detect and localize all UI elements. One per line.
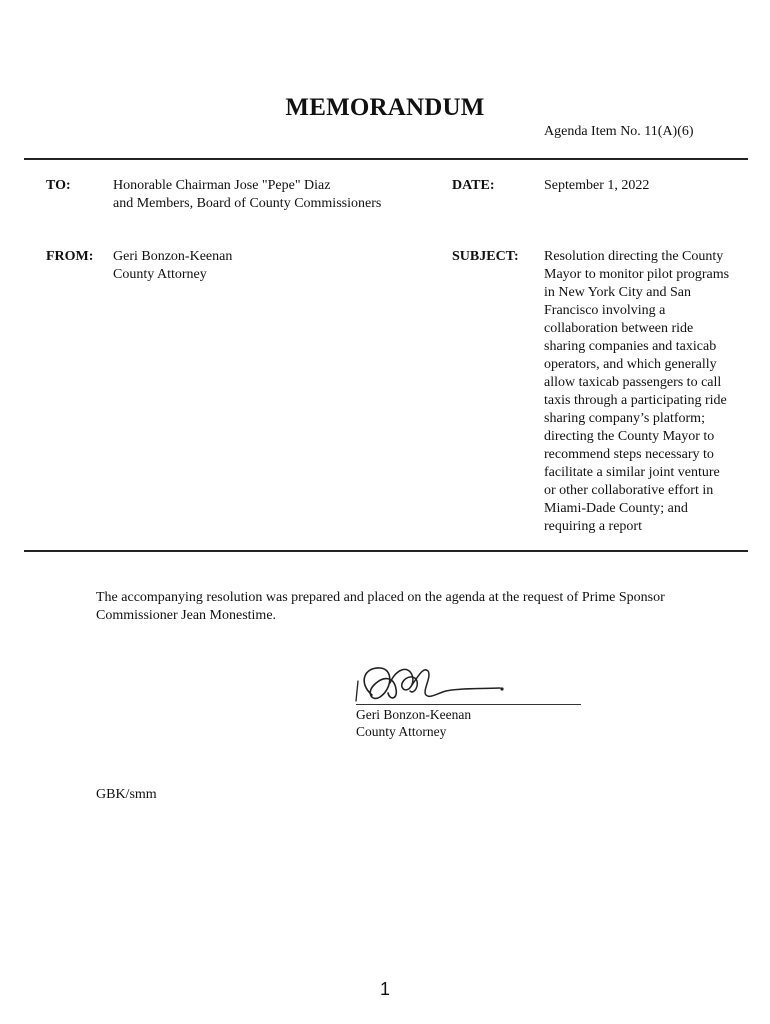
subject-line: sharing company’s platform; (544, 411, 705, 426)
to-label: TO: (46, 178, 71, 193)
signer-title: County Attorney (356, 724, 447, 739)
bottom-divider (24, 550, 748, 552)
subject-value (544, 248, 754, 536)
subject-line: Miami-Dade County; and (544, 501, 688, 516)
to-value (113, 177, 433, 213)
page-number: 1 (379, 979, 390, 999)
subject-line: collaboration between ride (544, 321, 694, 336)
handwritten-signature (350, 655, 585, 710)
subject-line: sharing companies and taxicab (544, 339, 717, 354)
signer-name: Geri Bonzon-Keenan (356, 707, 472, 722)
to-line: and Members, Board of County Commissioners (113, 196, 382, 211)
subject-line: operators, and which generally (544, 357, 717, 372)
memo-title: MEMORANDUM (285, 94, 485, 121)
date-value: September 1, 2022 (544, 178, 650, 193)
date-label: DATE: (452, 178, 495, 193)
body-line: Commissioner Jean Monestime. (96, 608, 277, 623)
subject-line: taxis through a participating ride (544, 393, 727, 408)
body-line: The accompanying resolution was prepared and placed on the agenda at the request of Prime Sponsor (96, 590, 665, 605)
subject-line: facilitate a similar joint venture (544, 465, 720, 480)
from-line: Geri Bonzon-Keenan (113, 249, 233, 264)
agenda-item-number: Agenda Item No. 11(A)(6) (544, 124, 694, 139)
subject-line: allow taxicab passengers to call (544, 375, 722, 390)
subject-line: Resolution directing the County (544, 249, 724, 264)
subject-line: or other collaborative effort in (544, 483, 714, 498)
to-line: Honorable Chairman Jose "Pepe" Diaz (113, 178, 331, 193)
subject-line: requiring a report (544, 519, 642, 534)
body-paragraph (96, 589, 736, 625)
from-line: County Attorney (113, 267, 207, 282)
signature-line (356, 704, 581, 705)
signature-block (356, 706, 471, 740)
reference-initials: GBK/smm (96, 787, 157, 802)
from-value (113, 248, 413, 284)
subject-line: directing the County Mayor to (544, 429, 715, 444)
from-label: FROM: (46, 249, 94, 264)
subject-label: SUBJECT: (452, 249, 519, 264)
subject-line: recommend steps necessary to (544, 447, 714, 462)
subject-line: in New York City and San (544, 285, 692, 300)
subject-line: Mayor to monitor pilot programs (544, 267, 730, 282)
subject-line: Francisco involving a (544, 303, 666, 318)
top-divider (24, 158, 748, 160)
